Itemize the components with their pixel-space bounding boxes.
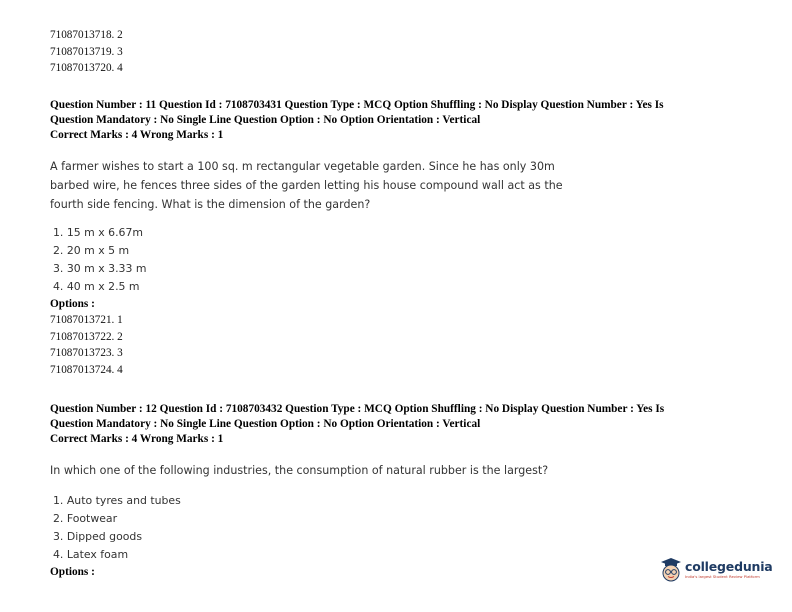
- question-text: [50, 157, 760, 214]
- option-id: 71087013722. 2: [50, 330, 123, 343]
- answer-choice: 4. Latex foam: [53, 548, 129, 561]
- logo-name: collegedunia: [685, 558, 773, 574]
- question-text-line: In which one of the following industries, the consumption of natural rubber is the largest?: [50, 464, 549, 477]
- graduate-mascot-icon: [660, 557, 682, 583]
- option-id: 71087013718. 2: [50, 29, 123, 41]
- options-label: Options :: [50, 566, 95, 578]
- option-id: 71087013724. 4: [50, 363, 123, 376]
- answer-choices: [50, 224, 760, 296]
- question-header-line: Question Number : 11 Question Id : 7108703431 Question Type : MCQ Option Shuffling : No Display Question Number : Yes Is: [50, 99, 664, 111]
- question-text-line: A farmer wishes to start a 100 sq. m rectangular vegetable garden. Since he has only 30m: [50, 160, 555, 173]
- question-text-line: barbed wire, he fences three sides of the garden letting his house compound wall act as the: [50, 179, 563, 192]
- question-header-line: Question Mandatory : No Single Line Question Option : No Option Orientation : Vertical: [50, 114, 481, 126]
- options-label: Options :: [50, 298, 95, 310]
- logo-tagline: India's largest Student Review Platform: [685, 574, 760, 580]
- answer-choice: 2. Footwear: [53, 512, 118, 525]
- collegedunia-logo: [660, 550, 773, 590]
- answer-choice: 3. 30 m x 3.33 m: [53, 262, 147, 275]
- question-12: [50, 402, 760, 580]
- answer-choice: 1. 15 m x 6.67m: [53, 226, 144, 239]
- question-header-line: Question Number : 12 Question Id : 7108703432 Question Type : MCQ Option Shuffling : No Display Question Number : Yes Is: [50, 403, 665, 415]
- option-id: 71087013720. 4: [50, 62, 123, 74]
- question-11: [50, 98, 760, 378]
- option-ids: [50, 312, 760, 378]
- answer-choice: 3. Dipped goods: [53, 530, 142, 543]
- question-marks: Correct Marks : 4 Wrong Marks : 1: [50, 129, 224, 141]
- option-id: 71087013723. 3: [50, 347, 123, 359]
- question-text-line: fourth side fencing. What is the dimension of the garden?: [50, 198, 371, 211]
- answer-choice: 4. 40 m x 2.5 m: [53, 280, 140, 293]
- question-header: [50, 98, 760, 143]
- answer-choices: [50, 492, 760, 564]
- question-text: [50, 461, 760, 480]
- answer-choice: 2. 20 m x 5 m: [53, 244, 130, 257]
- question-header-line: Question Mandatory : No Single Line Question Option : No Option Orientation : Vertical: [50, 418, 481, 430]
- option-id: 71087013719. 3: [50, 45, 123, 58]
- previous-option-ids: [50, 27, 760, 77]
- question-header: [50, 402, 760, 447]
- answer-choice: 1. Auto tyres and tubes: [53, 494, 181, 507]
- option-id: 71087013721. 1: [50, 314, 123, 326]
- question-marks: Correct Marks : 4 Wrong Marks : 1: [50, 433, 224, 445]
